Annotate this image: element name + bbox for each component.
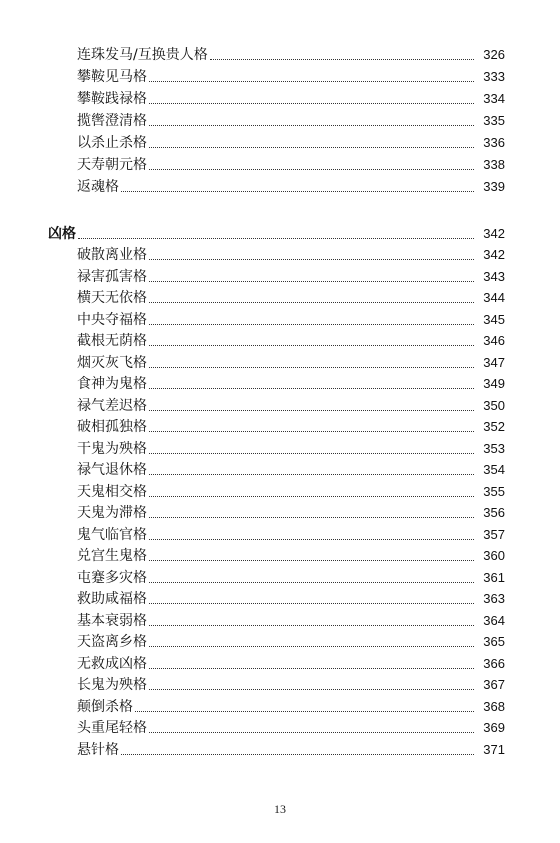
toc-entry-title: 返魂格	[77, 179, 119, 195]
toc-entry[interactable]	[77, 696, 505, 716]
dot-leader	[149, 103, 474, 104]
toc-entry[interactable]	[77, 330, 505, 350]
toc-entry-title: 天盗离乡格	[77, 634, 147, 650]
toc-entry[interactable]	[77, 176, 505, 196]
toc-entry-title: 天鬼相交格	[77, 484, 147, 500]
toc-entry-page: 368	[483, 699, 505, 714]
toc-entry[interactable]	[77, 524, 505, 544]
toc-entry-title: 中央夺福格	[77, 312, 147, 328]
toc-entry-page: 335	[483, 113, 505, 128]
toc-entry[interactable]	[77, 266, 505, 286]
toc-entry-page: 334	[483, 91, 505, 106]
dot-leader	[149, 169, 474, 170]
toc-entry-title: 禄气退休格	[77, 462, 147, 478]
toc-entry[interactable]	[77, 309, 505, 329]
toc-entry-title: 烟灭灰飞格	[77, 355, 147, 371]
toc-entry-page: 367	[483, 677, 505, 692]
toc-entry[interactable]	[77, 88, 505, 108]
toc-entry[interactable]	[77, 610, 505, 630]
toc-entry[interactable]	[77, 110, 505, 130]
dot-leader	[149, 302, 474, 303]
toc-entry-page: 333	[483, 69, 505, 84]
dot-leader	[149, 646, 474, 647]
toc-section-title: 凶格	[48, 226, 76, 242]
toc-entry[interactable]	[77, 132, 505, 152]
toc-entry-page: 369	[483, 720, 505, 735]
toc-entry-title: 屯蹇多灾格	[77, 570, 147, 586]
toc-entry-page: 350	[483, 398, 505, 413]
toc-entry-page: 356	[483, 505, 505, 520]
dot-leader	[149, 81, 474, 82]
toc-entry[interactable]	[77, 502, 505, 522]
toc-entry[interactable]	[77, 244, 505, 264]
dot-leader	[149, 259, 474, 260]
toc-entry-page: 326	[483, 47, 505, 62]
toc-entry-title: 鬼气临官格	[77, 527, 147, 543]
toc-entry-title: 揽辔澄清格	[77, 113, 147, 129]
toc-entry[interactable]	[77, 438, 505, 458]
toc-entry-title: 连珠发马/互换贵人格	[77, 47, 208, 63]
toc-entry[interactable]	[77, 631, 505, 651]
toc-entry-title: 兑宫生鬼格	[77, 548, 147, 564]
toc-entry-title: 攀鞍践禄格	[77, 91, 147, 107]
dot-leader	[149, 603, 474, 604]
toc-entry[interactable]	[77, 653, 505, 673]
toc-entry-title: 头重尾轻格	[77, 720, 147, 736]
dot-leader	[149, 410, 474, 411]
toc-entry-page: 353	[483, 441, 505, 456]
toc-entry-title: 以杀止杀格	[77, 135, 147, 151]
toc-entry[interactable]	[77, 154, 505, 174]
toc-entry[interactable]	[77, 395, 505, 415]
toc-entry[interactable]	[77, 674, 505, 694]
toc-entry-title: 基本衰弱格	[77, 613, 147, 629]
dot-leader	[149, 582, 474, 583]
toc-entry-page: 361	[483, 570, 505, 585]
toc-entry-title: 截根无荫格	[77, 333, 147, 349]
toc-entry[interactable]	[77, 588, 505, 608]
toc-entry-page: 347	[483, 355, 505, 370]
toc-entry[interactable]	[77, 717, 505, 737]
toc-entry-title: 长鬼为殃格	[77, 677, 147, 693]
toc-entry[interactable]	[77, 44, 505, 64]
toc-section-page: 342	[483, 226, 505, 241]
toc-entry-title: 破散离业格	[77, 247, 147, 263]
dot-leader	[149, 125, 474, 126]
dot-leader	[121, 191, 474, 192]
toc-entry-page: 342	[483, 247, 505, 262]
dot-leader	[149, 496, 474, 497]
toc-entry[interactable]	[77, 352, 505, 372]
dot-leader	[210, 59, 474, 60]
dot-leader	[149, 431, 474, 432]
toc-entry[interactable]	[77, 373, 505, 393]
dot-leader	[149, 324, 474, 325]
toc-entry-page: 344	[483, 290, 505, 305]
toc-entry-page: 355	[483, 484, 505, 499]
dot-leader	[149, 367, 474, 368]
toc-entry-page: 366	[483, 656, 505, 671]
dot-leader	[149, 345, 474, 346]
dot-leader	[149, 560, 474, 561]
toc-entry-page: 357	[483, 527, 505, 542]
toc-entry-title: 破相孤独格	[77, 419, 147, 435]
toc-entry-title: 天寿朝元格	[77, 157, 147, 173]
toc-entry-title: 禄气差迟格	[77, 398, 147, 414]
dot-leader	[121, 754, 474, 755]
toc-entry[interactable]	[77, 459, 505, 479]
toc-entry-title: 禄害孤害格	[77, 269, 147, 285]
toc-entry-page: 354	[483, 462, 505, 477]
toc-entry[interactable]	[77, 416, 505, 436]
toc-entry-page: 336	[483, 135, 505, 150]
dot-leader	[149, 732, 474, 733]
toc-entry-page: 339	[483, 179, 505, 194]
toc-entry-page: 338	[483, 157, 505, 172]
dot-leader	[149, 147, 474, 148]
dot-leader	[149, 668, 474, 669]
dot-leader	[149, 689, 474, 690]
toc-entry-page: 346	[483, 333, 505, 348]
toc-entry-title: 悬针格	[77, 742, 119, 758]
dot-leader	[149, 281, 474, 282]
toc-entry[interactable]	[77, 66, 505, 86]
dot-leader	[135, 711, 474, 712]
dot-leader	[149, 517, 474, 518]
toc-entry-page: 364	[483, 613, 505, 628]
toc-entry[interactable]	[77, 545, 505, 565]
toc-entry-title: 颠倒杀格	[77, 699, 133, 715]
dot-leader	[149, 474, 474, 475]
dot-leader	[78, 238, 474, 239]
toc-entry[interactable]	[77, 567, 505, 587]
toc-entry-title: 攀鞍见马格	[77, 69, 147, 85]
dot-leader	[149, 625, 474, 626]
toc-entry[interactable]	[77, 739, 505, 759]
dot-leader	[149, 539, 474, 540]
toc-section-heading[interactable]	[48, 223, 505, 243]
toc-entry[interactable]	[77, 481, 505, 501]
toc-entry-page: 345	[483, 312, 505, 327]
toc-entry-title: 干鬼为殃格	[77, 441, 147, 457]
toc-entry-title: 横天无依格	[77, 290, 147, 306]
toc-entry-page: 360	[483, 548, 505, 563]
toc-entry-page: 365	[483, 634, 505, 649]
toc-entry-title: 天鬼为滞格	[77, 505, 147, 521]
toc-entry-title: 无救成凶格	[77, 656, 147, 672]
page-number: 13	[274, 802, 286, 816]
toc-entry[interactable]	[77, 287, 505, 307]
dot-leader	[149, 453, 474, 454]
toc-entry-page: 343	[483, 269, 505, 284]
dot-leader	[149, 388, 474, 389]
toc-entry-page: 352	[483, 419, 505, 434]
toc-entry-page: 363	[483, 591, 505, 606]
toc-entry-title: 食神为鬼格	[77, 376, 147, 392]
toc-entry-page: 371	[483, 742, 505, 757]
toc-entry-page: 349	[483, 376, 505, 391]
toc-entry-title: 救助咸福格	[77, 591, 147, 607]
